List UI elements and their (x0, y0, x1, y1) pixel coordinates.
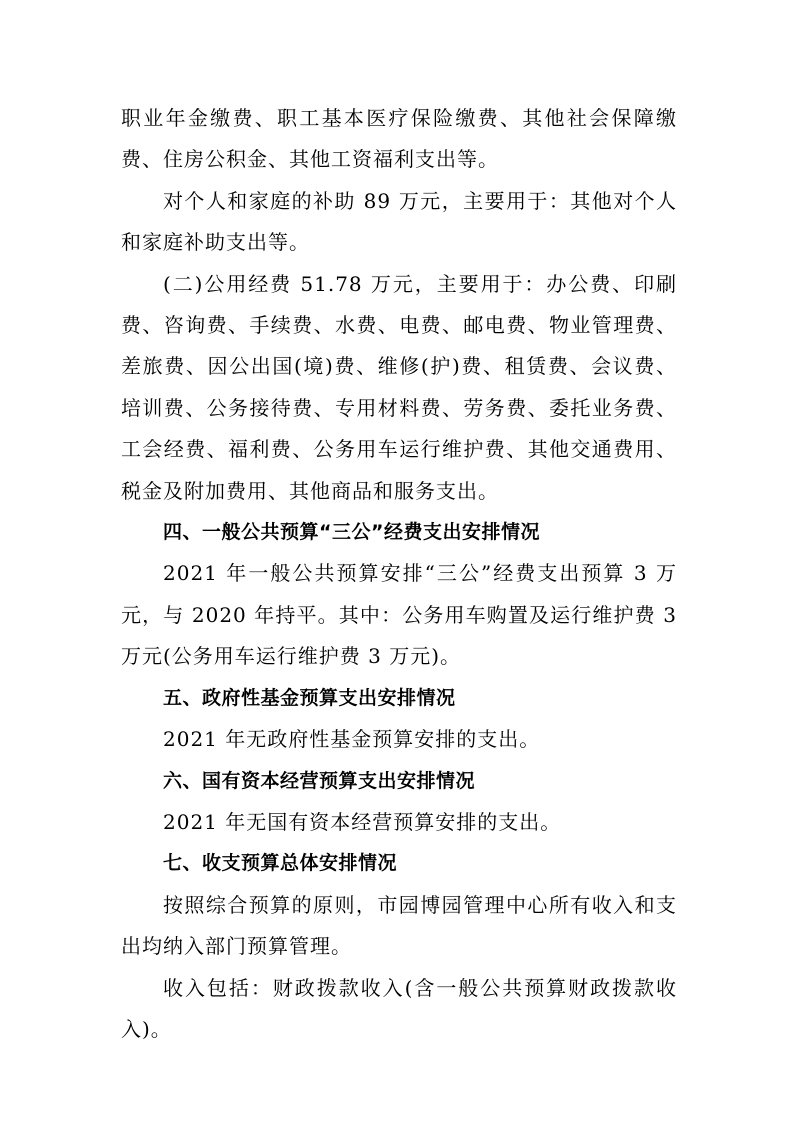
paragraph-income-sources: 收入包括：财政拨款收入(含一般公共预算财政拨款收入)。 (121, 975, 677, 1041)
paragraph-family-subsidy: 对个人和家庭的补助 89 万元，主要用于：其他对个人和家庭补助支出等。 (121, 188, 677, 255)
paragraph-continuation: 职业年金缴费、职工基本医疗保险缴费、其他社会保障缴费、住房公积金、其他工资福利支出等。 (121, 106, 677, 172)
document-page (121, 98, 677, 1050)
paragraph-public-funds: (二)公用经费 51.78 万元，主要用于：办公费、印刷费、咨询费、手续费、水费、电费、邮电费、物业管理费、差旅费、因公出国(境)费、维修(护)费、租赁费、会议费、培训费、公务接待费、专用材料费、劳务费、委托业务费、工会经费、福利费、公务用车运行维护费、其他交通费用、税金及附加费用、其他商品和服务支出。 (121, 271, 677, 503)
paragraph-overall-budget: 按照综合预算的原则，市园博园管理中心所有收入和支出均纳入部门预算管理。 (121, 892, 677, 959)
heading-three-public-expenses: 四、一般公共预算“三公”经费支出安排情况 (163, 521, 540, 544)
paragraph-government-fund-budget: 2021 年无政府性基金预算安排的支出。 (163, 727, 541, 752)
heading-overall-budget: 七、收支预算总体安排情况 (163, 852, 398, 875)
paragraph-three-public-expenses: 2021 年一般公共预算安排“三公”经费支出预算 3 万元，与 2020 年持平。其中：公务用车购置及运行维护费 3 万元(公务用车运行维护费 3 万元)。 (121, 561, 677, 669)
paragraph-state-capital-budget: 2021 年无国有资本经营预算安排的支出。 (163, 809, 562, 834)
heading-state-capital-budget: 六、国有资本经营预算支出安排情况 (163, 769, 476, 792)
heading-government-fund-budget: 五、政府性基金预算支出安排情况 (163, 686, 456, 709)
